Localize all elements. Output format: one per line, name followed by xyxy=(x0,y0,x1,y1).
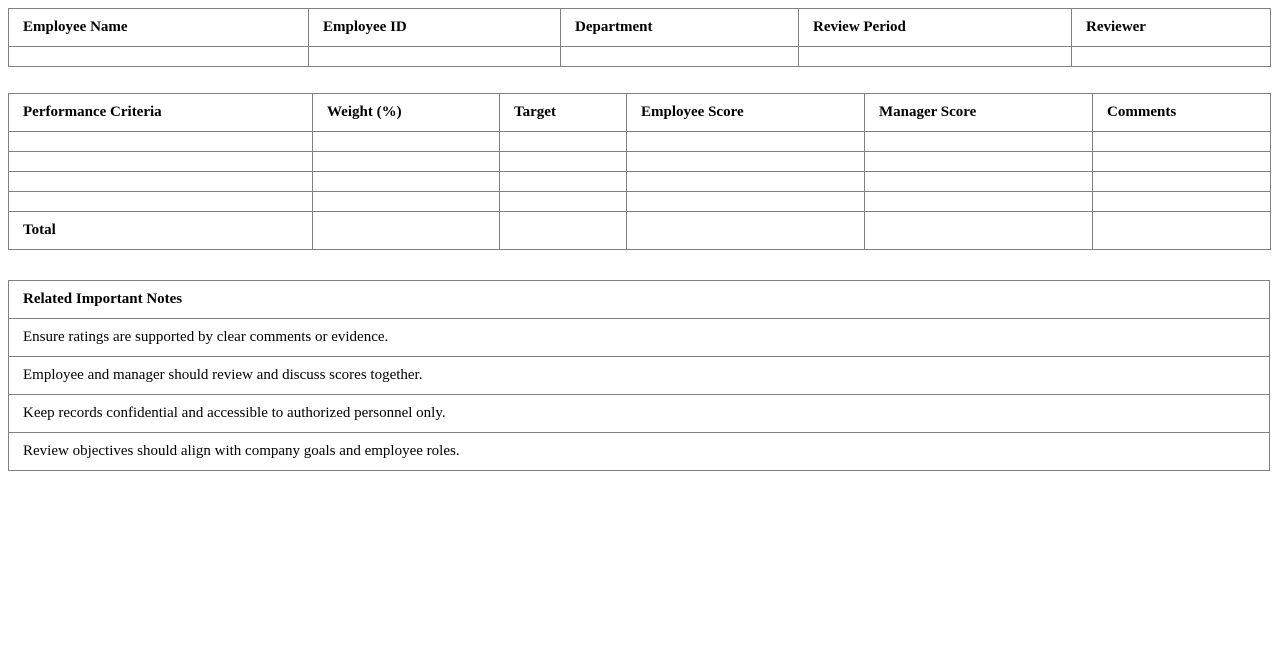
target-cell[interactable] xyxy=(500,132,627,152)
header-department: Department xyxy=(561,9,799,47)
header-manager-score: Manager Score xyxy=(865,94,1093,132)
table-row xyxy=(9,132,1271,152)
target-cell[interactable] xyxy=(500,192,627,212)
department-cell[interactable] xyxy=(561,47,799,67)
header-comments: Comments xyxy=(1093,94,1271,132)
note-row xyxy=(9,319,1270,357)
employee-score-cell[interactable] xyxy=(627,152,865,172)
header-target: Target xyxy=(500,94,627,132)
employee-score-cell[interactable] xyxy=(627,172,865,192)
note-item: Ensure ratings are supported by clear comments or evidence. xyxy=(9,319,1270,357)
important-notes-table xyxy=(8,280,1270,471)
table-header-row xyxy=(9,94,1271,132)
employee-score-cell[interactable] xyxy=(627,192,865,212)
criteria-cell[interactable] xyxy=(9,192,313,212)
total-manager-score-cell[interactable] xyxy=(865,212,1093,250)
employee-info-table xyxy=(8,8,1271,67)
comments-cell[interactable] xyxy=(1093,132,1271,152)
header-review-period: Review Period xyxy=(799,9,1072,47)
table-header-row xyxy=(9,281,1270,319)
manager-score-cell[interactable] xyxy=(865,132,1093,152)
comments-cell[interactable] xyxy=(1093,152,1271,172)
note-item: Keep records confidential and accessible to authorized personnel only. xyxy=(9,395,1270,433)
weight-cell[interactable] xyxy=(313,152,500,172)
weight-cell[interactable] xyxy=(313,132,500,152)
table-row xyxy=(9,152,1271,172)
employee-id-cell[interactable] xyxy=(309,47,561,67)
criteria-cell[interactable] xyxy=(9,152,313,172)
total-comments-cell[interactable] xyxy=(1093,212,1271,250)
total-target-cell[interactable] xyxy=(500,212,627,250)
weight-cell[interactable] xyxy=(313,192,500,212)
table-row xyxy=(9,192,1271,212)
review-period-cell[interactable] xyxy=(799,47,1072,67)
criteria-cell[interactable] xyxy=(9,172,313,192)
notes-header: Related Important Notes xyxy=(9,281,1270,319)
employee-name-cell[interactable] xyxy=(9,47,309,67)
note-row xyxy=(9,433,1270,471)
total-weight-cell[interactable] xyxy=(313,212,500,250)
header-employee-score: Employee Score xyxy=(627,94,865,132)
table-row xyxy=(9,47,1271,67)
total-row xyxy=(9,212,1271,250)
manager-score-cell[interactable] xyxy=(865,192,1093,212)
weight-cell[interactable] xyxy=(313,172,500,192)
table-header-row xyxy=(9,9,1271,47)
manager-score-cell[interactable] xyxy=(865,152,1093,172)
manager-score-cell[interactable] xyxy=(865,172,1093,192)
header-employee-name: Employee Name xyxy=(9,9,309,47)
employee-score-cell[interactable] xyxy=(627,132,865,152)
header-performance-criteria: Performance Criteria xyxy=(9,94,313,132)
note-row xyxy=(9,357,1270,395)
header-weight: Weight (%) xyxy=(313,94,500,132)
target-cell[interactable] xyxy=(500,172,627,192)
performance-criteria-table xyxy=(8,93,1271,250)
total-employee-score-cell[interactable] xyxy=(627,212,865,250)
criteria-cell[interactable] xyxy=(9,132,313,152)
note-item: Review objectives should align with company goals and employee roles. xyxy=(9,433,1270,471)
total-label: Total xyxy=(9,212,313,250)
table-row xyxy=(9,172,1271,192)
header-employee-id: Employee ID xyxy=(309,9,561,47)
comments-cell[interactable] xyxy=(1093,172,1271,192)
note-row xyxy=(9,395,1270,433)
reviewer-cell[interactable] xyxy=(1072,47,1271,67)
target-cell[interactable] xyxy=(500,152,627,172)
comments-cell[interactable] xyxy=(1093,192,1271,212)
note-item: Employee and manager should review and discuss scores together. xyxy=(9,357,1270,395)
header-reviewer: Reviewer xyxy=(1072,9,1271,47)
